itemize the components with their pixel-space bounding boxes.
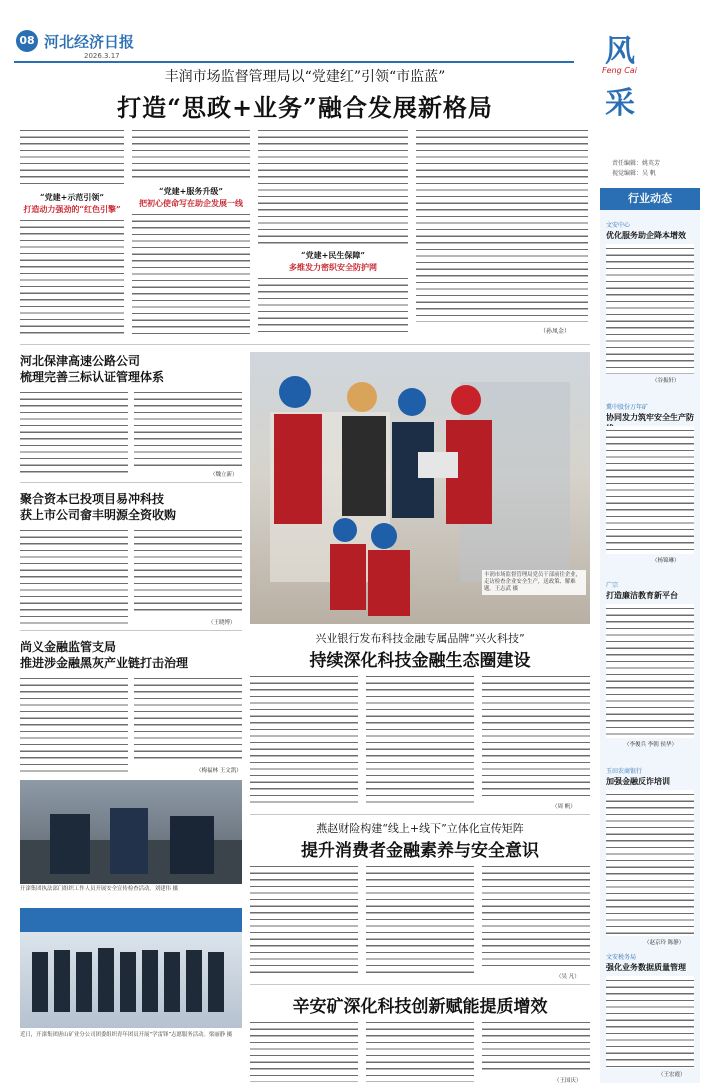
lead-kicker: 丰润市场监督管理局以“党建红”引领“市监蓝” <box>164 69 446 85</box>
sidebar-item-org: 玉田农商银行 <box>606 768 643 775</box>
photo-illustration <box>20 780 242 884</box>
bank-photo <box>20 908 242 1028</box>
yanzhao-headline: 提升消费者金融素养与安全意识 <box>301 841 539 861</box>
lead-subhead-2: “党建+服务升级” <box>159 186 223 196</box>
expressway-body <box>20 388 128 478</box>
yanzhao-body-1 <box>250 862 358 978</box>
ruian-body-3 <box>482 1018 590 1074</box>
section-logo <box>600 26 650 126</box>
finance-body <box>20 674 128 772</box>
issue-date: 2026.3.17 <box>84 52 120 60</box>
capital-credit: （王晓博） <box>208 620 236 626</box>
market-photo <box>250 352 590 624</box>
expressway-title-1: 河北保津高速公路公司 <box>20 354 141 368</box>
divider <box>20 630 242 631</box>
photo-illustration <box>20 908 242 1028</box>
ruian-body-1 <box>250 1018 358 1082</box>
sidebar-item-org: 文安中心 <box>606 222 631 229</box>
ruian-headline: 辛安矿深化科技创新赋能提质增效 <box>292 997 548 1017</box>
sidebar-item-body <box>606 244 694 374</box>
lead-author: （孙凤金） <box>540 328 571 335</box>
section-char-bottom: 采 <box>605 86 635 121</box>
sidebar-item-title: 协同发力筑牢安全生产防 <box>606 412 694 422</box>
sidebar-item-credit: （王宏霞） <box>658 1072 686 1078</box>
lead-col-2 <box>132 126 250 182</box>
lead-subhead-3b: 多维发力密织安全防护网 <box>289 262 377 272</box>
yanzhao-body-2 <box>366 862 474 978</box>
police-photo <box>20 780 242 884</box>
sidebar <box>600 188 700 1083</box>
police-caption: 开滦集团执法部门组织工作人员开展安全宣传检查活动。刘建伟 摄 <box>20 886 179 892</box>
sidebar-title: 行业动态 <box>600 188 700 210</box>
expressway-credit: （魏立新） <box>210 472 238 478</box>
sidebar-item-title: 打造廉洁教育新平台 <box>606 590 678 600</box>
sidebar-item-credit: （杨锦琳） <box>652 558 680 564</box>
lead-col-1b <box>20 216 124 336</box>
expressway-title-2: 梳理完善三标认证管理体系 <box>20 370 165 384</box>
sidebar-item-credit: （谷振轩） <box>652 378 680 384</box>
lead-col-4 <box>416 126 588 322</box>
yanzhao-credit: （吴 凡） <box>556 974 580 980</box>
sidebar-item-body <box>606 604 694 738</box>
finance-title-2: 推进涉金融黑灰产业链打击治理 <box>20 656 189 670</box>
lead-col-1 <box>20 126 124 188</box>
market-photo-caption: 丰润市场监督管理局党员干部前往企业，走访检查企业安全生产，送政策、解难题。王志武 摄 <box>482 570 586 595</box>
lead-col-2b <box>132 210 250 336</box>
lead-col-3 <box>258 126 408 244</box>
masthead-rule <box>14 61 574 63</box>
xingye-body-1 <box>250 672 358 808</box>
yanzhao-body-3 <box>482 862 590 970</box>
ruian-body-2 <box>366 1018 474 1082</box>
sidebar-item-credit: （赵京玲 陈静） <box>644 940 685 946</box>
capital-title-2: 获上市公司畲丰明源全资收购 <box>20 508 177 522</box>
capital-body <box>20 526 128 624</box>
page-number-badge: 08 <box>16 30 38 52</box>
lead-subhead-1: “党建+示范引领” <box>40 192 104 202</box>
divider <box>20 344 590 345</box>
sidebar-item-title: 加强金融反诈培训 <box>606 776 670 786</box>
sidebar-item-title: 强化业务数据质量管理 <box>606 962 686 972</box>
sidebar-item-org: 冀中股份万年矿 <box>606 404 649 411</box>
editor-credit: 责任编辑：姚英芳 <box>612 160 661 167</box>
lead-subhead-3: “党建+民生保障” <box>301 250 365 260</box>
sidebar-item-body <box>606 976 694 1068</box>
paper-name: 河北经济日报 <box>44 33 135 51</box>
divider <box>20 482 242 483</box>
section-pinyin: Feng Cai <box>602 66 637 75</box>
sidebar-item-body <box>606 790 694 936</box>
section-char-top: 风 <box>605 34 635 69</box>
finance-title-1: 尚义金融监管支局 <box>20 640 117 654</box>
xingye-credit: （周 帆） <box>552 804 576 810</box>
divider <box>250 814 590 815</box>
xingye-headline: 持续深化科技金融生态圈建设 <box>309 651 531 671</box>
lead-subhead-2b: 把初心使命写在助企发展一线 <box>139 198 243 208</box>
designer-credit: 视觉编辑：吴 帆 <box>612 170 656 177</box>
capital-body-2 <box>134 526 242 616</box>
xingye-body-3 <box>482 672 590 800</box>
lead-headline: 打造“思政+业务”融合发展新格局 <box>117 93 493 122</box>
lead-subhead-1b: 打造动力强劲的“红色引擎” <box>23 204 121 214</box>
xingye-body-2 <box>366 672 474 808</box>
lead-col-3b <box>258 274 408 336</box>
yanzhao-kicker: 燕赵财险构建“线上+线下”立体化宣传矩阵 <box>316 822 524 835</box>
sidebar-item-credit: （李俊兵 李朝 侯华） <box>624 742 677 748</box>
capital-title-1: 聚合资本已投项目易冲科技 <box>20 492 165 506</box>
expressway-body-2 <box>134 388 242 468</box>
divider <box>250 984 590 985</box>
ruian-credit: （王国庆） <box>554 1078 582 1084</box>
sidebar-item-org: 广宗 <box>606 582 619 589</box>
sidebar-item-org: 文安税务局 <box>606 954 637 961</box>
sidebar-item-body <box>606 426 694 554</box>
finance-credit: （梅福林 王文凯） <box>196 768 242 774</box>
finance-body-2 <box>134 674 242 764</box>
sidebar-item-title: 优化服务助企降本增效 <box>606 230 686 240</box>
xingye-kicker: 兴业银行发布科技金融专属品牌“兴火科技” <box>315 632 525 645</box>
bank-caption: 近日，开滦集团唐山矿业分公司团委组织青年团员开展“学雷锋”志愿服务活动。梁丽静 摄 <box>20 1032 233 1038</box>
